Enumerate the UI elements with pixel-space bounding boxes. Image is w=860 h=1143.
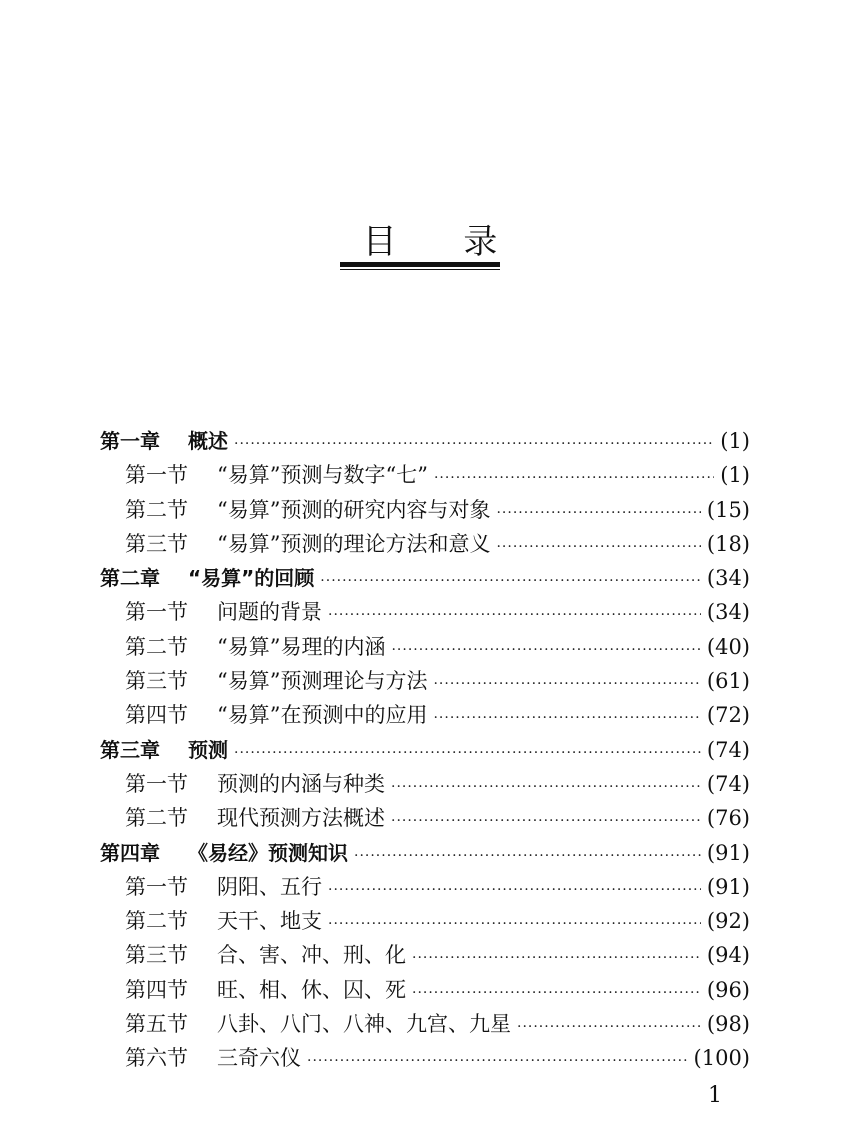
toc-entry-label: 第四章 xyxy=(100,840,160,865)
toc-section-entry xyxy=(100,698,750,732)
toc-section-entry xyxy=(100,630,750,664)
toc-entry-label: 第四节 xyxy=(125,977,188,1002)
toc-entry-label: 第二节 xyxy=(125,806,188,831)
toc-entry-label: 第一节 xyxy=(125,771,188,796)
toc-chapter-entry xyxy=(100,836,750,870)
toc-entry-label: 第四节 xyxy=(125,703,188,728)
toc-entry-title: “易算”预测与数字“七” xyxy=(217,463,428,488)
toc-leader-dots xyxy=(328,873,701,907)
toc-entry-label: 第一节 xyxy=(125,874,188,899)
toc-entry-page: (40) xyxy=(706,634,750,659)
toc-leader-dots xyxy=(328,598,701,632)
toc-entry-title: 概述 xyxy=(188,429,228,453)
toc-entry-title: “易算”在预测中的应用 xyxy=(217,703,428,728)
page-number: 1 xyxy=(708,1083,722,1108)
toc-entry-title: 八卦、八门、八神、九宫、九星 xyxy=(217,1012,511,1037)
toc-entry-label: 第二章 xyxy=(100,566,160,591)
toc-entry-title: 天干、地支 xyxy=(217,909,322,934)
toc-section-entry xyxy=(100,973,750,1007)
toc-entry-title: 旺、相、休、囚、死 xyxy=(217,977,406,1002)
toc-entry-page: (94) xyxy=(706,943,750,968)
toc-section-entry xyxy=(100,527,750,561)
toc-entry-label: 第三节 xyxy=(125,669,188,694)
toc-leader-dots xyxy=(434,461,714,495)
toc-leader-dots xyxy=(391,770,701,804)
toc-entry-title: 预测的内涵与种类 xyxy=(217,771,385,796)
toc-section-entry xyxy=(100,458,750,492)
toc-entry-page: (91) xyxy=(706,840,750,865)
toc-entry-page: (1) xyxy=(720,429,750,453)
toc-entry-page: (18) xyxy=(706,531,750,556)
toc-section-entry xyxy=(100,595,750,629)
toc-chapter-entry xyxy=(100,424,750,458)
toc-section-entry xyxy=(100,664,750,698)
toc-entry-page: (61) xyxy=(706,669,750,694)
toc-entry-page: (34) xyxy=(706,566,750,591)
toc-leader-dots xyxy=(328,907,701,941)
toc-chapter-entry xyxy=(100,733,750,767)
toc-leader-dots xyxy=(412,941,701,975)
toc-section-entry xyxy=(100,904,750,938)
toc-entry-label: 第三章 xyxy=(100,737,160,762)
toc-entry-page: (92) xyxy=(706,909,750,934)
toc-entry-title: “易算”预测理论与方法 xyxy=(217,669,428,694)
toc-section-entry xyxy=(100,1041,750,1075)
toc-leader-dots xyxy=(234,427,714,461)
toc-leader-dots xyxy=(391,804,701,838)
toc-entry-title: 阴阳、五行 xyxy=(217,874,322,899)
toc-section-entry xyxy=(100,767,750,801)
toc-section-entry xyxy=(100,801,750,835)
toc-entry-title: 问题的背景 xyxy=(217,600,322,625)
toc-entry-title: 合、害、冲、刑、化 xyxy=(217,943,406,968)
toc-entry-page: (91) xyxy=(706,874,750,899)
toc-entry-page: (74) xyxy=(706,771,750,796)
toc-section-entry xyxy=(100,870,750,904)
toc-section-entry xyxy=(100,493,750,527)
toc-leader-dots xyxy=(320,564,701,598)
toc-entry-title: “易算”预测的研究内容与对象 xyxy=(217,497,491,522)
toc-entry-label: 第五节 xyxy=(125,1012,188,1037)
toc-leader-dots xyxy=(496,530,700,564)
toc-leader-dots xyxy=(496,496,700,530)
toc-leader-dots xyxy=(354,839,701,873)
toc-leader-dots xyxy=(391,633,700,667)
toc-leader-dots xyxy=(412,976,701,1010)
toc-entry-page: (1) xyxy=(720,463,750,488)
toc-entry-page: (76) xyxy=(706,806,750,831)
toc-entry-label: 第三节 xyxy=(125,531,188,556)
toc-entry-label: 第二节 xyxy=(125,497,188,522)
toc-section-entry xyxy=(100,1007,750,1041)
toc-entry-title: “易算”预测的理论方法和意义 xyxy=(217,531,491,556)
toc-entry-page: (72) xyxy=(706,703,750,728)
toc-entry-page: (96) xyxy=(706,977,750,1002)
toc-leader-dots xyxy=(433,701,700,735)
title-underline xyxy=(340,262,500,270)
toc-entry-label: 第六节 xyxy=(125,1046,188,1071)
toc-leader-dots xyxy=(234,736,701,770)
toc-entry-title: 三奇六仪 xyxy=(217,1046,301,1071)
toc-entry-page: (100) xyxy=(693,1046,750,1071)
toc-section-entry xyxy=(100,938,750,972)
toc-entry-title: “易算”易理的内涵 xyxy=(217,634,386,659)
toc-entry-page: (15) xyxy=(706,497,750,522)
toc-entry-label: 第一节 xyxy=(125,600,188,625)
toc-entry-label: 第二节 xyxy=(125,634,188,659)
toc-entry-label: 第一章 xyxy=(100,429,160,453)
toc-entry-title: 现代预测方法概述 xyxy=(217,806,385,831)
toc-leader-dots xyxy=(307,1044,688,1078)
page-title: 目 录 xyxy=(362,222,526,262)
toc-leader-dots xyxy=(433,667,700,701)
toc-entry-title: 《易经》预测知识 xyxy=(188,840,348,865)
toc-entry-page: (74) xyxy=(706,737,750,762)
toc-entry-page: (98) xyxy=(706,1012,750,1037)
toc-entry-title: “易算”的回顾 xyxy=(188,566,315,591)
table-of-contents xyxy=(100,424,750,1076)
toc-entry-label: 第二节 xyxy=(125,909,188,934)
toc-entry-title: 预测 xyxy=(188,737,228,762)
toc-entry-label: 第三节 xyxy=(125,943,188,968)
toc-entry-page: (34) xyxy=(706,600,750,625)
toc-chapter-entry xyxy=(100,561,750,595)
toc-entry-label: 第一节 xyxy=(125,463,188,488)
toc-leader-dots xyxy=(517,1010,701,1044)
